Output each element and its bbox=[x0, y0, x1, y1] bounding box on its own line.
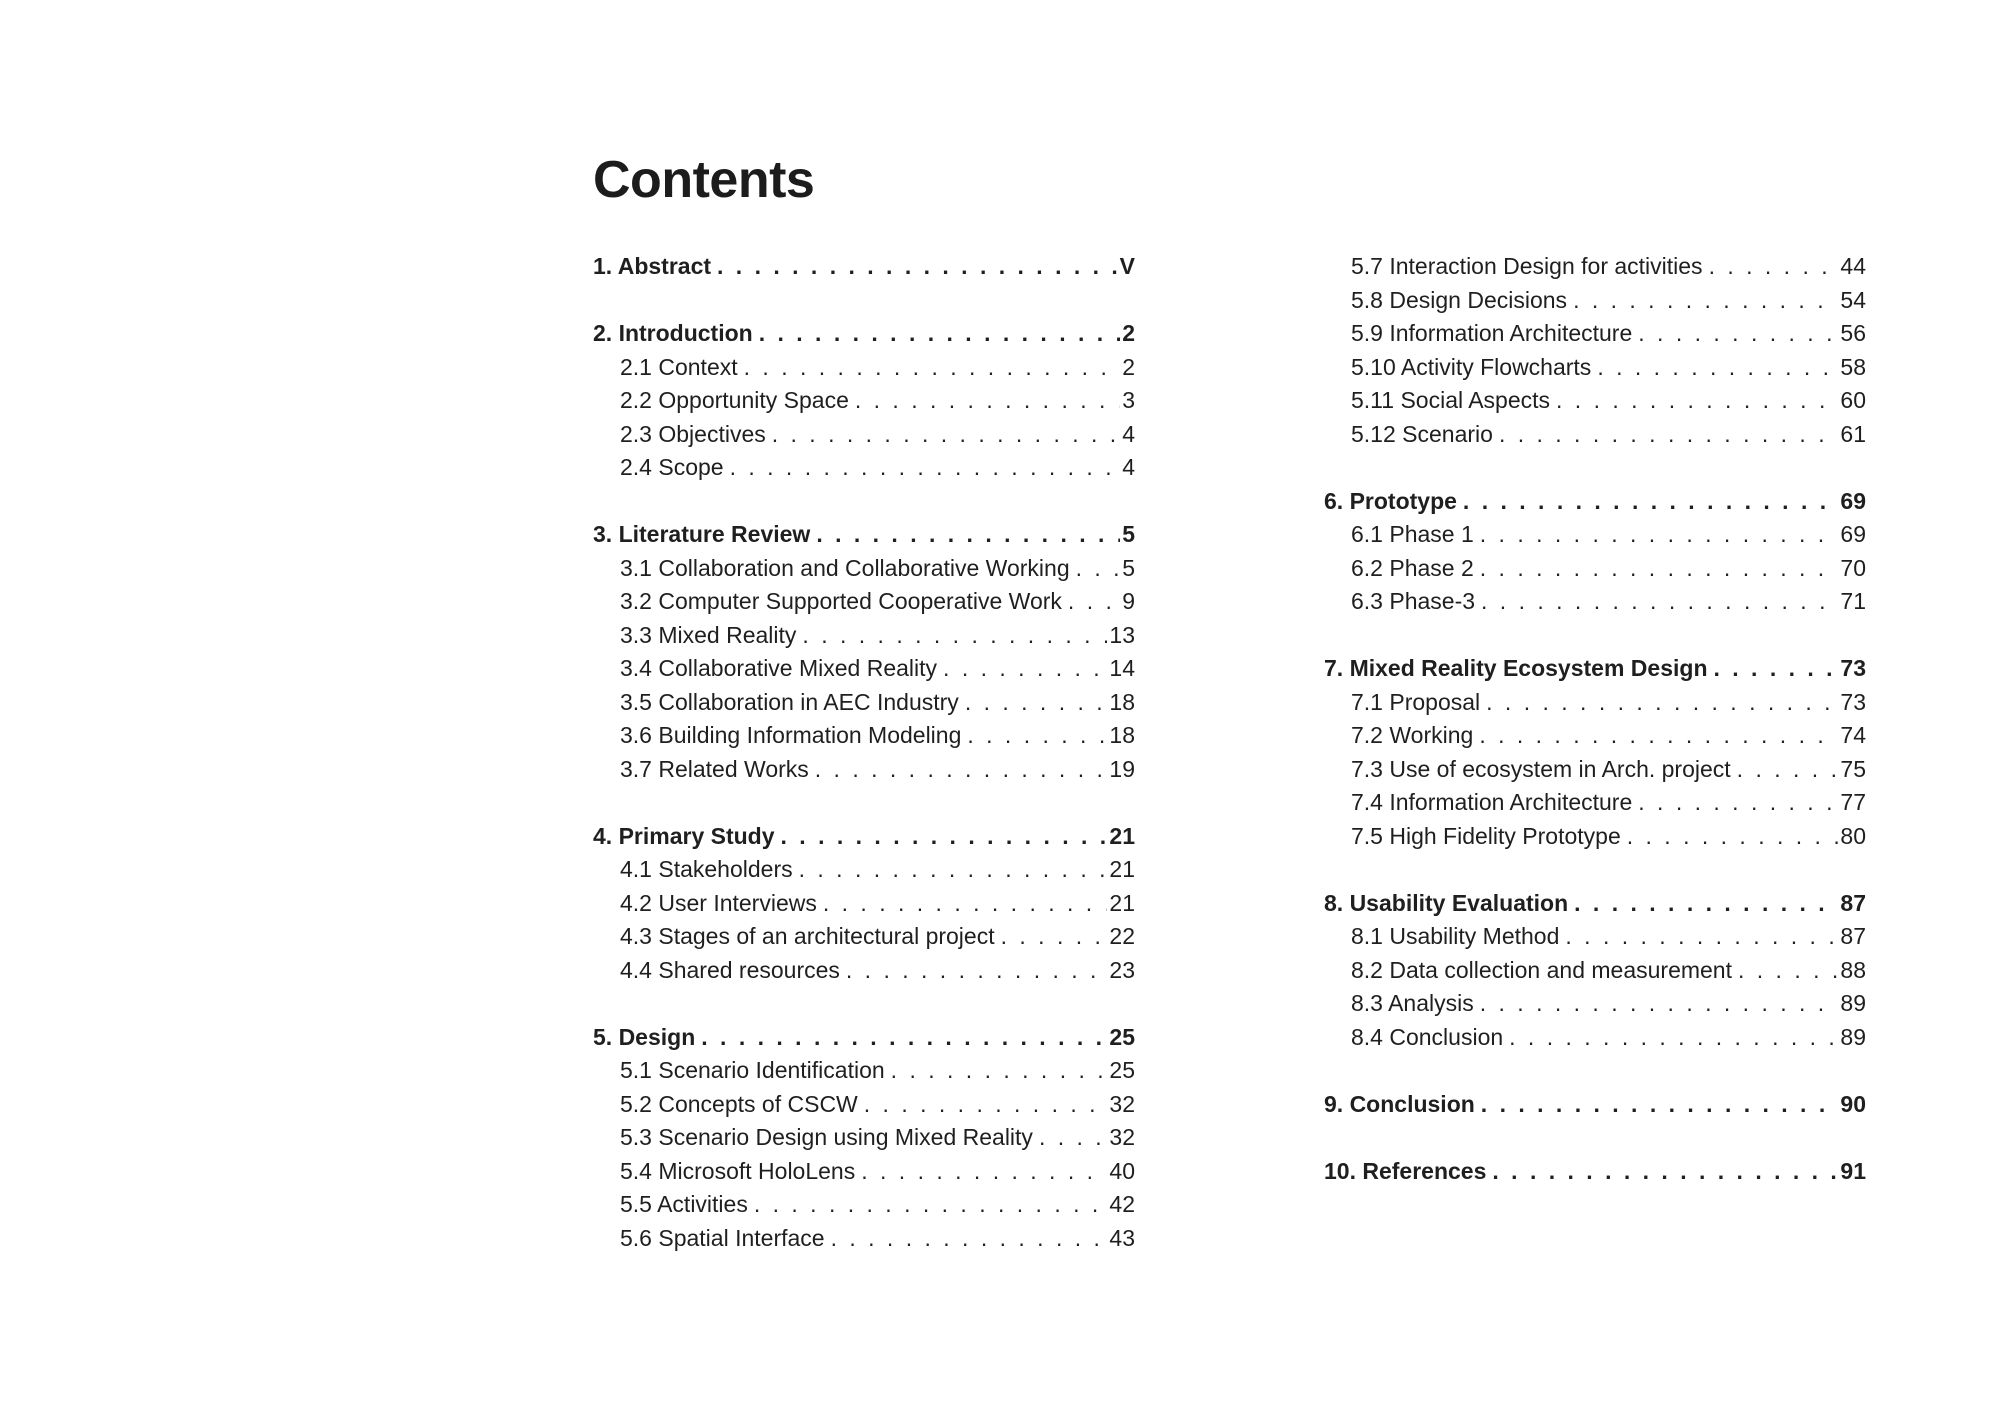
toc-entry-page: 5 bbox=[1122, 521, 1135, 547]
toc-leader-dots bbox=[943, 652, 1107, 686]
toc-entry-3-5-collaboration-in-aec-industry bbox=[593, 686, 1135, 720]
toc-entry-label: 2.1 Context bbox=[620, 353, 738, 380]
toc-entry-page: 73 bbox=[1840, 688, 1866, 715]
toc-entry-page: 44 bbox=[1840, 253, 1866, 279]
toc-entry-label: 6.2 Phase 2 bbox=[1351, 554, 1474, 581]
toc-leader-dots bbox=[1709, 250, 1839, 284]
toc-entry-5-8-design-decisions bbox=[1324, 284, 1866, 318]
toc-leader-dots bbox=[1481, 1088, 1839, 1122]
toc-leader-dots bbox=[799, 853, 1108, 887]
toc-entry-label: 3.1 Collaboration and Collaborative Working bbox=[620, 554, 1070, 581]
toc-entry-page: 88 bbox=[1840, 956, 1866, 983]
toc-entry-8-usability-evaluation bbox=[1324, 887, 1866, 921]
toc-entry-page: 21 bbox=[1109, 889, 1135, 916]
toc-leader-dots bbox=[759, 317, 1120, 351]
toc-entry-10-references bbox=[1324, 1155, 1866, 1189]
toc-entry-label: 1. Abstract bbox=[593, 253, 712, 279]
toc-leader-dots bbox=[965, 686, 1108, 720]
toc-entry-label: 9. Conclusion bbox=[1324, 1090, 1475, 1117]
toc-entry-1-abstract bbox=[593, 250, 1135, 284]
toc-entry-7-5-high-fidelity-prototype bbox=[1324, 820, 1866, 854]
toc-entry-page: V bbox=[1119, 253, 1135, 279]
toc-entry-5-2-concepts-of-cscw bbox=[593, 1088, 1135, 1122]
toc-leader-dots bbox=[772, 418, 1120, 452]
toc-column-right bbox=[1324, 250, 1866, 1188]
toc-leader-dots bbox=[816, 518, 1120, 552]
toc-entry-label: 5.4 Microsoft HoloLens bbox=[620, 1157, 856, 1184]
toc-entry-label: 8.3 Analysis bbox=[1351, 990, 1474, 1016]
toc-entry-label: 2. Introduction bbox=[593, 320, 753, 346]
toc-entry-2-3-objectives bbox=[593, 418, 1135, 452]
toc-leader-dots bbox=[744, 351, 1121, 385]
toc-entry-3-2-computer-supported-cooperative-work bbox=[593, 585, 1135, 619]
toc-entry-label: 6.3 Phase-3 bbox=[1351, 588, 1476, 614]
toc-entry-page: 80 bbox=[1840, 822, 1866, 849]
toc-entry-page: 2 bbox=[1122, 320, 1135, 346]
toc-leader-dots bbox=[1573, 284, 1838, 318]
toc-entry-label: 7.3 Use of ecosystem in Arch. project bbox=[1351, 755, 1731, 782]
toc-leader-dots bbox=[1480, 518, 1839, 552]
toc-leader-dots bbox=[967, 719, 1107, 753]
toc-entry-label: 4.1 Stakeholders bbox=[620, 856, 793, 882]
toc-entry-page: 5 bbox=[1122, 554, 1135, 581]
toc-entry-page: 42 bbox=[1109, 1191, 1135, 1217]
toc-entry-7-1-proposal bbox=[1324, 686, 1866, 720]
toc-entry-7-4-information-architecture bbox=[1324, 786, 1866, 820]
toc-entry-3-6-building-information-modeling bbox=[593, 719, 1135, 753]
toc-entry-5-11-social-aspects bbox=[1324, 384, 1866, 418]
toc-entry-label: 3.6 Building Information Modeling bbox=[620, 722, 962, 748]
toc-entry-page: 21 bbox=[1109, 822, 1135, 849]
toc-entry-page: 91 bbox=[1840, 1157, 1866, 1184]
toc-entry-page: 74 bbox=[1840, 722, 1866, 748]
toc-entry-page: 18 bbox=[1109, 688, 1135, 715]
toc-entry-label: 5.10 Activity Flowcharts bbox=[1351, 353, 1592, 380]
toc-entry-label: 4.4 Shared resources bbox=[620, 956, 840, 983]
toc-entry-page: 43 bbox=[1109, 1224, 1135, 1251]
toc-entry-label: 3.5 Collaboration in AEC Industry bbox=[620, 688, 959, 715]
toc-entry-page: 75 bbox=[1840, 755, 1866, 782]
toc-entry-label: 7.1 Proposal bbox=[1351, 688, 1481, 715]
toc-entry-page: 69 bbox=[1840, 487, 1866, 514]
toc-entry-page: 2 bbox=[1122, 353, 1135, 380]
toc-entry-label: 8. Usability Evaluation bbox=[1324, 889, 1569, 916]
toc-entry-label: 4.3 Stages of an architectural project bbox=[620, 923, 995, 949]
toc-entry-2-introduction bbox=[593, 317, 1135, 351]
toc-entry-page: 19 bbox=[1109, 755, 1135, 782]
toc-column-left bbox=[593, 250, 1135, 1255]
toc-leader-dots bbox=[1737, 753, 1839, 787]
toc-leader-dots bbox=[831, 1222, 1108, 1256]
toc-entry-8-4-conclusion bbox=[1324, 1021, 1866, 1055]
toc-entry-label: 5. Design bbox=[593, 1023, 696, 1050]
toc-entry-page: 69 bbox=[1840, 521, 1866, 547]
toc-entry-7-3-use-of-ecosystem-in-arch-project bbox=[1324, 753, 1866, 787]
toc-entry-label: 3. Literature Review bbox=[593, 521, 811, 547]
toc-leader-dots bbox=[1039, 1121, 1107, 1155]
toc-entry-label: 7.5 High Fidelity Prototype bbox=[1351, 822, 1621, 849]
toc-entry-label: 7. Mixed Reality Ecosystem Design bbox=[1324, 655, 1708, 681]
toc-entry-label: 10. References bbox=[1324, 1157, 1487, 1184]
toc-leader-dots bbox=[781, 820, 1108, 854]
toc-entry-page: 21 bbox=[1109, 856, 1135, 882]
toc-entry-label: 5.2 Concepts of CSCW bbox=[620, 1090, 858, 1117]
toc-entry-page: 22 bbox=[1109, 923, 1135, 949]
toc-entry-label: 8.2 Data collection and measurement bbox=[1351, 956, 1732, 983]
toc-entry-page: 73 bbox=[1840, 655, 1866, 681]
toc-leader-dots bbox=[815, 753, 1108, 787]
toc-entry-label: 5.11 Social Aspects bbox=[1351, 387, 1551, 413]
toc-leader-dots bbox=[701, 1021, 1107, 1055]
toc-entry-3-7-related-works bbox=[593, 753, 1135, 787]
toc-entry-page: 25 bbox=[1109, 1023, 1135, 1050]
toc-entry-8-2-data-collection-and-measurement bbox=[1324, 954, 1866, 988]
toc-entry-label: 2.4 Scope bbox=[620, 454, 724, 480]
toc-entry-5-7-interaction-design-for-activities bbox=[1324, 250, 1866, 284]
toc-entry-label: 3.7 Related Works bbox=[620, 755, 809, 782]
toc-entry-page: 18 bbox=[1109, 722, 1135, 748]
toc-entry-page: 89 bbox=[1840, 990, 1866, 1016]
toc-leader-dots bbox=[1463, 485, 1838, 519]
page-title: Contents bbox=[593, 151, 815, 209]
toc-leader-dots bbox=[1638, 786, 1838, 820]
toc-entry-label: 2.3 Objectives bbox=[620, 420, 766, 447]
toc-entry-6-3-phase-3 bbox=[1324, 585, 1866, 619]
toc-entry-page: 14 bbox=[1109, 655, 1135, 681]
toc-entry-label: 3.4 Collaborative Mixed Reality bbox=[620, 655, 938, 681]
toc-entry-2-2-opportunity-space bbox=[593, 384, 1135, 418]
toc-leader-dots bbox=[864, 1088, 1108, 1122]
toc-entry-4-primary-study bbox=[593, 820, 1135, 854]
toc-entry-page: 87 bbox=[1840, 889, 1866, 916]
toc-entry-label: 8.1 Usability Method bbox=[1351, 923, 1560, 949]
toc-entry-5-5-activities bbox=[593, 1188, 1135, 1222]
toc-leader-dots bbox=[1499, 418, 1838, 452]
toc-entry-6-1-phase-1 bbox=[1324, 518, 1866, 552]
toc-entry-8-3-analysis bbox=[1324, 987, 1866, 1021]
toc-entry-4-2-user-interviews bbox=[593, 887, 1135, 921]
toc-leader-dots bbox=[1486, 686, 1838, 720]
toc-entry-3-literature-review bbox=[593, 518, 1135, 552]
toc-entry-3-1-collaboration-and-collaborative-working bbox=[593, 552, 1135, 586]
toc-leader-dots bbox=[1638, 317, 1838, 351]
toc-entry-label: 8.4 Conclusion bbox=[1351, 1023, 1504, 1050]
toc-entry-label: 7.2 Working bbox=[1351, 722, 1474, 748]
toc-leader-dots bbox=[1565, 920, 1838, 954]
toc-entry-8-1-usability-method bbox=[1324, 920, 1866, 954]
toc-entry-page: 58 bbox=[1840, 353, 1866, 380]
toc-leader-dots bbox=[1076, 552, 1121, 586]
toc-entry-label: 2.2 Opportunity Space bbox=[620, 387, 849, 413]
toc-entry-9-conclusion bbox=[1324, 1088, 1866, 1122]
toc-leader-dots bbox=[1597, 351, 1838, 385]
toc-entry-5-3-scenario-design-using-mixed-reality bbox=[593, 1121, 1135, 1155]
toc-entry-page: 32 bbox=[1109, 1090, 1135, 1117]
toc-entry-6-2-phase-2 bbox=[1324, 552, 1866, 586]
toc-entry-page: 90 bbox=[1840, 1090, 1866, 1117]
toc-entry-5-4-microsoft-hololens bbox=[593, 1155, 1135, 1189]
toc-leader-dots bbox=[855, 384, 1120, 418]
toc-entry-page: 25 bbox=[1109, 1057, 1135, 1083]
toc-leader-dots bbox=[1480, 987, 1839, 1021]
toc-entry-label: 5.9 Information Architecture bbox=[1351, 320, 1633, 346]
toc-entry-label: 3.2 Computer Supported Cooperative Work bbox=[620, 588, 1062, 614]
toc-entry-page: 40 bbox=[1109, 1157, 1135, 1184]
toc-leader-dots bbox=[891, 1054, 1108, 1088]
toc-entry-label: 5.7 Interaction Design for activities bbox=[1351, 253, 1703, 279]
toc-entry-page: 32 bbox=[1109, 1124, 1135, 1150]
toc-leader-dots bbox=[823, 887, 1108, 921]
toc-leader-dots bbox=[1481, 585, 1838, 619]
toc-entry-label: 5.3 Scenario Design using Mixed Reality bbox=[620, 1124, 1033, 1150]
toc-leader-dots bbox=[717, 250, 1118, 284]
toc-entry-label: 6.1 Phase 1 bbox=[1351, 521, 1474, 547]
toc-entry-4-1-stakeholders bbox=[593, 853, 1135, 887]
toc-entry-page: 89 bbox=[1840, 1023, 1866, 1050]
toc-entry-4-4-shared-resources bbox=[593, 954, 1135, 988]
toc-leader-dots bbox=[846, 954, 1108, 988]
toc-entry-5-10-activity-flowcharts bbox=[1324, 351, 1866, 385]
toc-entry-2-4-scope bbox=[593, 451, 1135, 485]
toc-entry-page: 70 bbox=[1840, 554, 1866, 581]
toc-entry-3-3-mixed-reality bbox=[593, 619, 1135, 653]
toc-leader-dots bbox=[1738, 954, 1838, 988]
toc-leader-dots bbox=[1714, 652, 1839, 686]
toc-leader-dots bbox=[1492, 1155, 1838, 1189]
toc-entry-page: 56 bbox=[1840, 320, 1866, 346]
toc-entry-2-1-context bbox=[593, 351, 1135, 385]
toc-entry-6-prototype bbox=[1324, 485, 1866, 519]
toc-leader-dots bbox=[730, 451, 1121, 485]
toc-entry-page: 60 bbox=[1840, 387, 1866, 413]
toc-entry-page: 3 bbox=[1122, 387, 1135, 413]
toc-entry-page: 9 bbox=[1122, 588, 1135, 614]
toc-entry-7-2-working bbox=[1324, 719, 1866, 753]
toc-entry-page: 71 bbox=[1840, 588, 1866, 614]
toc-leader-dots bbox=[802, 619, 1107, 653]
toc-leader-dots bbox=[861, 1155, 1107, 1189]
toc-entry-4-3-stages-of-an-architectural-project bbox=[593, 920, 1135, 954]
toc-entry-page: 13 bbox=[1109, 621, 1135, 648]
toc-entry-label: 3.3 Mixed Reality bbox=[620, 621, 797, 648]
toc-entry-label: 5.1 Scenario Identification bbox=[620, 1057, 885, 1083]
toc-entry-5-6-spatial-interface bbox=[593, 1222, 1135, 1256]
toc-leader-dots bbox=[1556, 384, 1838, 418]
toc-entry-5-design bbox=[593, 1021, 1135, 1055]
toc-entry-label: 4. Primary Study bbox=[593, 822, 775, 849]
toc-leader-dots bbox=[1509, 1021, 1838, 1055]
toc-leader-dots bbox=[1627, 820, 1839, 854]
toc-entry-label: 7.4 Information Architecture bbox=[1351, 789, 1633, 815]
toc-entry-5-1-scenario-identification bbox=[593, 1054, 1135, 1088]
toc-entry-label: 4.2 User Interviews bbox=[620, 889, 817, 916]
toc-leader-dots bbox=[1001, 920, 1108, 954]
toc-entry-label: 5.5 Activities bbox=[620, 1191, 748, 1217]
toc-leader-dots bbox=[1068, 585, 1120, 619]
toc-entry-page: 54 bbox=[1840, 286, 1866, 313]
toc-entry-page: 4 bbox=[1122, 420, 1135, 447]
toc-entry-page: 87 bbox=[1840, 923, 1866, 949]
toc-leader-dots bbox=[1480, 552, 1839, 586]
toc-entry-label: 5.8 Design Decisions bbox=[1351, 286, 1568, 313]
toc-entry-3-4-collaborative-mixed-reality bbox=[593, 652, 1135, 686]
toc-entry-page: 4 bbox=[1122, 454, 1135, 480]
toc-entry-page: 23 bbox=[1109, 956, 1135, 983]
toc-entry-page: 61 bbox=[1840, 420, 1866, 447]
toc-entry-label: 5.12 Scenario bbox=[1351, 420, 1493, 447]
toc-entry-5-12-scenario bbox=[1324, 418, 1866, 452]
toc-entry-label: 5.6 Spatial Interface bbox=[620, 1224, 825, 1251]
toc-leader-dots bbox=[754, 1188, 1108, 1222]
toc-entry-5-9-information-architecture bbox=[1324, 317, 1866, 351]
toc-entry-page: 77 bbox=[1840, 789, 1866, 815]
toc-entry-label: 6. Prototype bbox=[1324, 487, 1457, 514]
toc-leader-dots bbox=[1574, 887, 1838, 921]
toc-leader-dots bbox=[1479, 719, 1838, 753]
toc-entry-7-mixed-reality-ecosystem-design bbox=[1324, 652, 1866, 686]
